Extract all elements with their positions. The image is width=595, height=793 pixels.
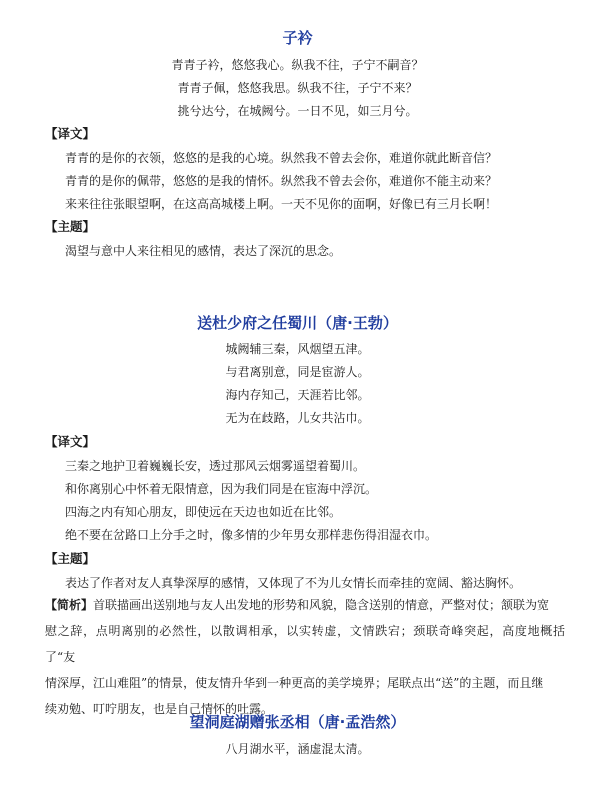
theme-heading: 【主题】: [45, 551, 96, 566]
verse-line: 城阙辅三秦，风烟望五津。: [225, 342, 370, 356]
translation-line: 三秦之地护卫着巍巍长安，透过那风云烟雾遥望着蜀川。: [65, 459, 366, 473]
poem-title: 望洞庭湖赠张丞相（唐·孟浩然）: [189, 713, 406, 731]
translation-line: 四海之内有知心朋友，即使远在天边也如近在比邻。: [65, 505, 342, 519]
translation-line: 青青的是你的衣领，悠悠的是我的心境。纵然我不曾去会你，难道你就此断音信？: [65, 151, 498, 165]
verse-line: 无为在歧路，儿女共沾巾。: [225, 411, 370, 425]
translation-line: 绝不要在岔路口上分手之时，像多情的少年男女那样悲伤得泪湿衣巾。: [65, 528, 438, 542]
theme-heading: 【主题】: [45, 219, 96, 234]
translation-line: 来来往往张眼望啊，在这高高城楼上啊。一天不见你的面啊，好像已有三月长啊！: [65, 197, 498, 211]
analysis-paragraph: [45, 592, 565, 722]
verse-line: 与君离别意，同是宦游人。: [225, 365, 370, 379]
verse-line: 挑兮达兮，在城阙兮。一日不见，如三月兮。: [177, 104, 418, 118]
translation-heading: 【译文】: [45, 126, 96, 141]
analysis-line: 首联描画出送别地与友人出发地的形势和风貌，隐含送别的情意，严整对仗；颔联为宽: [93, 598, 550, 612]
theme-text: 渴望与意中人来往相见的感情，表达了深沉的思念。: [65, 244, 342, 258]
analysis-line: 情深厚，江山难阻”的情景，使友情升华到一种更高的美学境界；尾联点出“送”的主题，而且继: [45, 676, 544, 690]
analysis-label: 【简析】: [45, 598, 94, 612]
translation-heading: 【译文】: [45, 434, 96, 449]
translation-line: 青青的是你的佩带，悠悠的是我的情怀。纵然我不曾去会你，难道你不能主动来？: [65, 174, 498, 188]
analysis-line: 续劝勉、叮咛朋友，也是自己情怀的吐露。: [45, 702, 274, 716]
verse-line: 青青子衿，悠悠我心。纵我不往，子宁不嗣音？: [171, 58, 424, 72]
analysis-line: 慰之辞，点明离别的必然性，以散调相承，以实转虚，文情跌宕；颈联奇峰突起，高度地概括了“友: [45, 624, 565, 664]
poem-title: 送杜少府之任蜀川（唐·王勃）: [197, 314, 398, 332]
verse-line: 海内存知己，天涯若比邻。: [225, 388, 370, 402]
verse-line: 青青子佩，悠悠我思。纵我不往，子宁不来？: [177, 81, 418, 95]
poem-title: 子衿: [282, 29, 313, 47]
verse-line: 八月湖水平，涵虚混太清。: [225, 742, 370, 756]
translation-line: 和你离别心中怀着无限情意，因为我们同是在宦海中浮沉。: [65, 482, 378, 496]
theme-text: 表达了作者对友人真挚深厚的感情，又体现了不为儿女情长而牵挂的宽阔、豁达胸怀。: [65, 576, 522, 590]
